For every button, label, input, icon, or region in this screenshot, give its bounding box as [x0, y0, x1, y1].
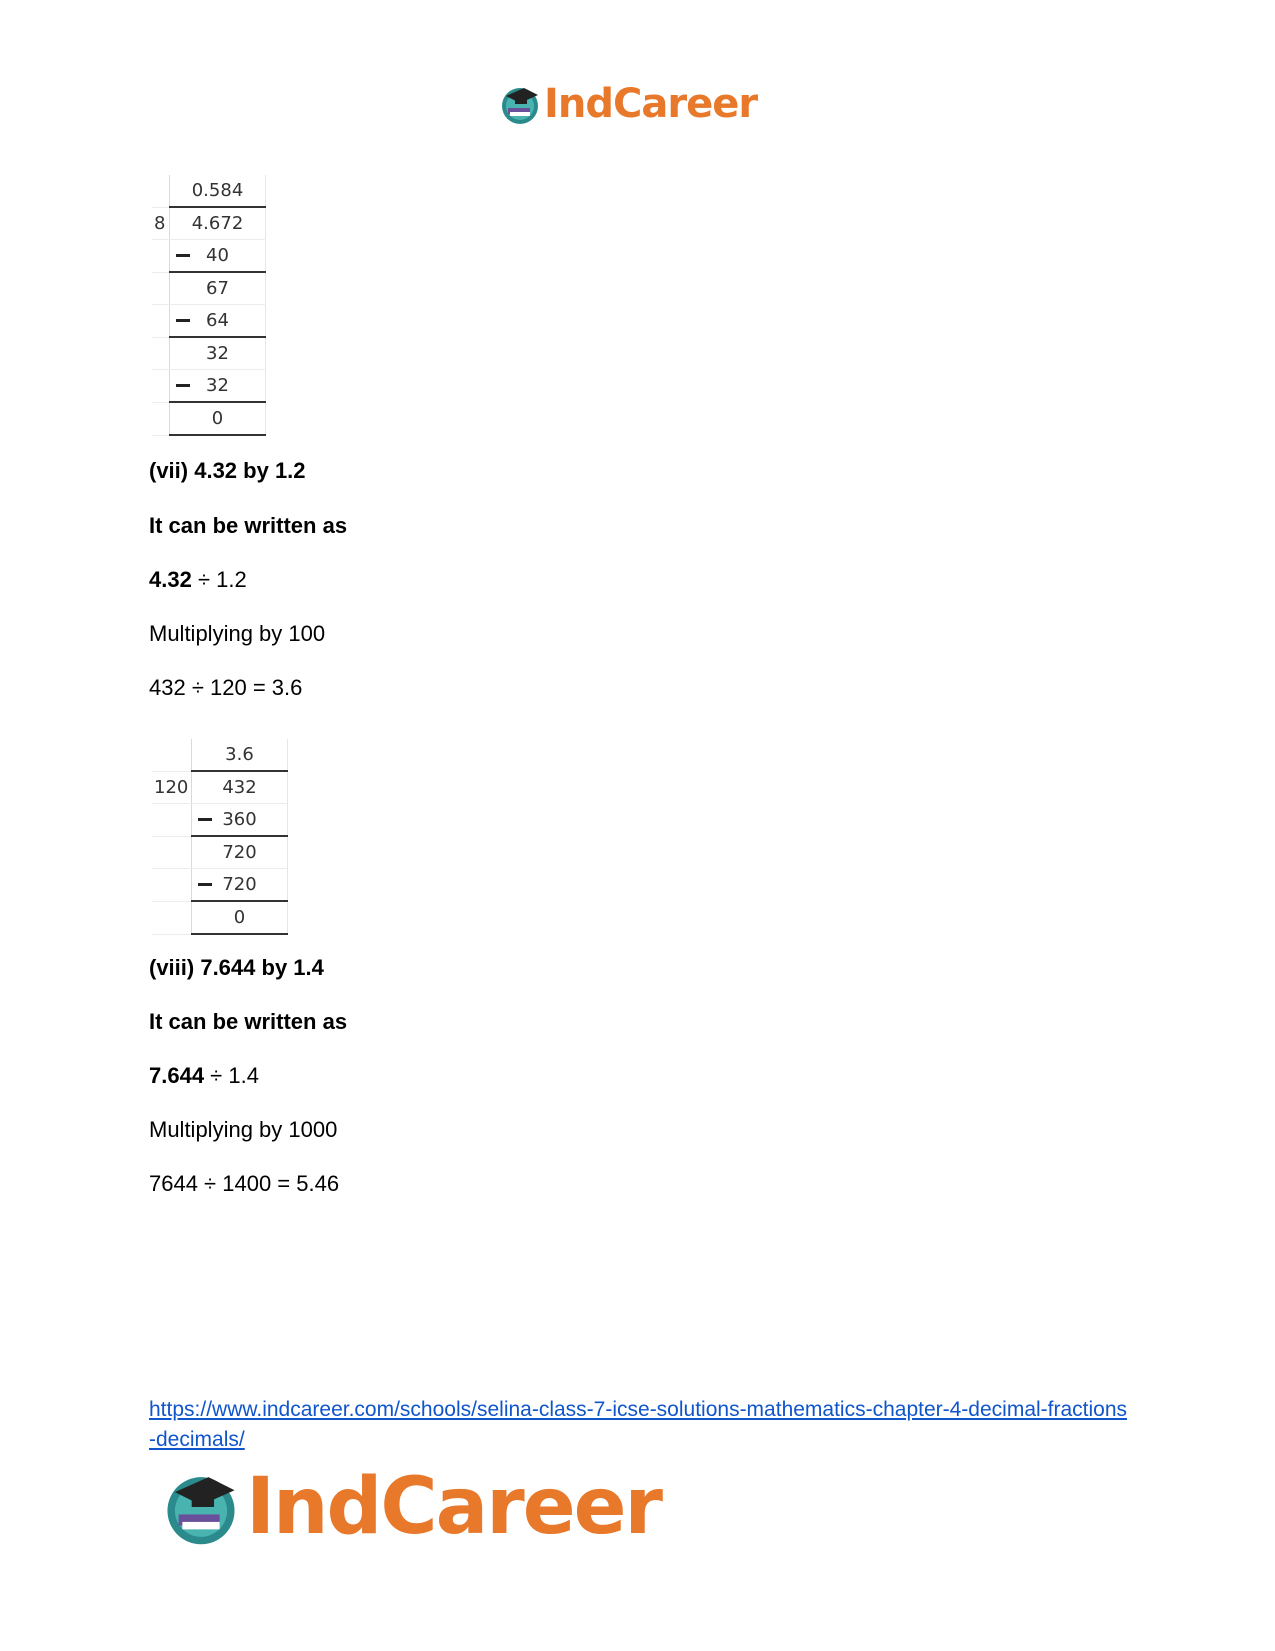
graduation-globe-icon: [498, 82, 542, 126]
subtrahend: 720: [222, 874, 257, 895]
section-vii-heading: (vii) 4.32 by 1.2: [149, 458, 306, 483]
written-as-text: It can be written as: [149, 1009, 348, 1034]
minus-sign: [176, 254, 190, 257]
subtrahend: 40: [206, 245, 229, 266]
remainder: 720: [192, 836, 288, 869]
result-text: 7644 ÷ 1400 = 5.46: [149, 1171, 340, 1196]
final-remainder: 0: [192, 901, 288, 934]
minus-sign: [176, 384, 190, 387]
minus-sign: [176, 319, 190, 322]
dividend: 4.672: [170, 207, 266, 240]
subtrahend: 360: [222, 809, 257, 830]
divisor: 120: [152, 771, 192, 804]
source-url-link[interactable]: https://www.indcareer.com/schools/selina-class-7-icse-solutions-mathematics-chapter-4-decimal-fractions-decimals/: [149, 1398, 1128, 1451]
division-table-120: [152, 739, 288, 935]
multiply-text: Multiplying by 1000: [149, 1117, 338, 1142]
minus-sign: [198, 818, 212, 821]
subtrahend: 64: [206, 310, 229, 331]
footer-logo: [160, 1462, 661, 1552]
logo-text: IndCareer: [544, 81, 758, 127]
graduation-globe-icon: [160, 1466, 242, 1548]
written-as-text: It can be written as: [149, 513, 348, 538]
expression-line: 4.32 ÷ 1.2: [149, 567, 247, 592]
remainder: 32: [170, 337, 266, 370]
remainder: 67: [170, 272, 266, 305]
multiply-text: Multiplying by 100: [149, 621, 326, 646]
result-text: 432 ÷ 120 = 3.6: [149, 675, 303, 700]
final-remainder: 0: [170, 402, 266, 435]
header-logo: [498, 80, 757, 128]
quotient: 3.6: [192, 739, 288, 771]
logo-text: IndCareer: [246, 1462, 661, 1552]
division-table-8: [152, 175, 266, 436]
divisor: 8: [152, 207, 170, 240]
expression-line: 7.644 ÷ 1.4: [149, 1063, 259, 1088]
subtrahend: 32: [206, 375, 229, 396]
dividend: 432: [192, 771, 288, 804]
section-viii-heading: (viii) 7.644 by 1.4: [149, 955, 324, 980]
quotient: 0.584: [170, 175, 266, 207]
minus-sign: [198, 883, 212, 886]
